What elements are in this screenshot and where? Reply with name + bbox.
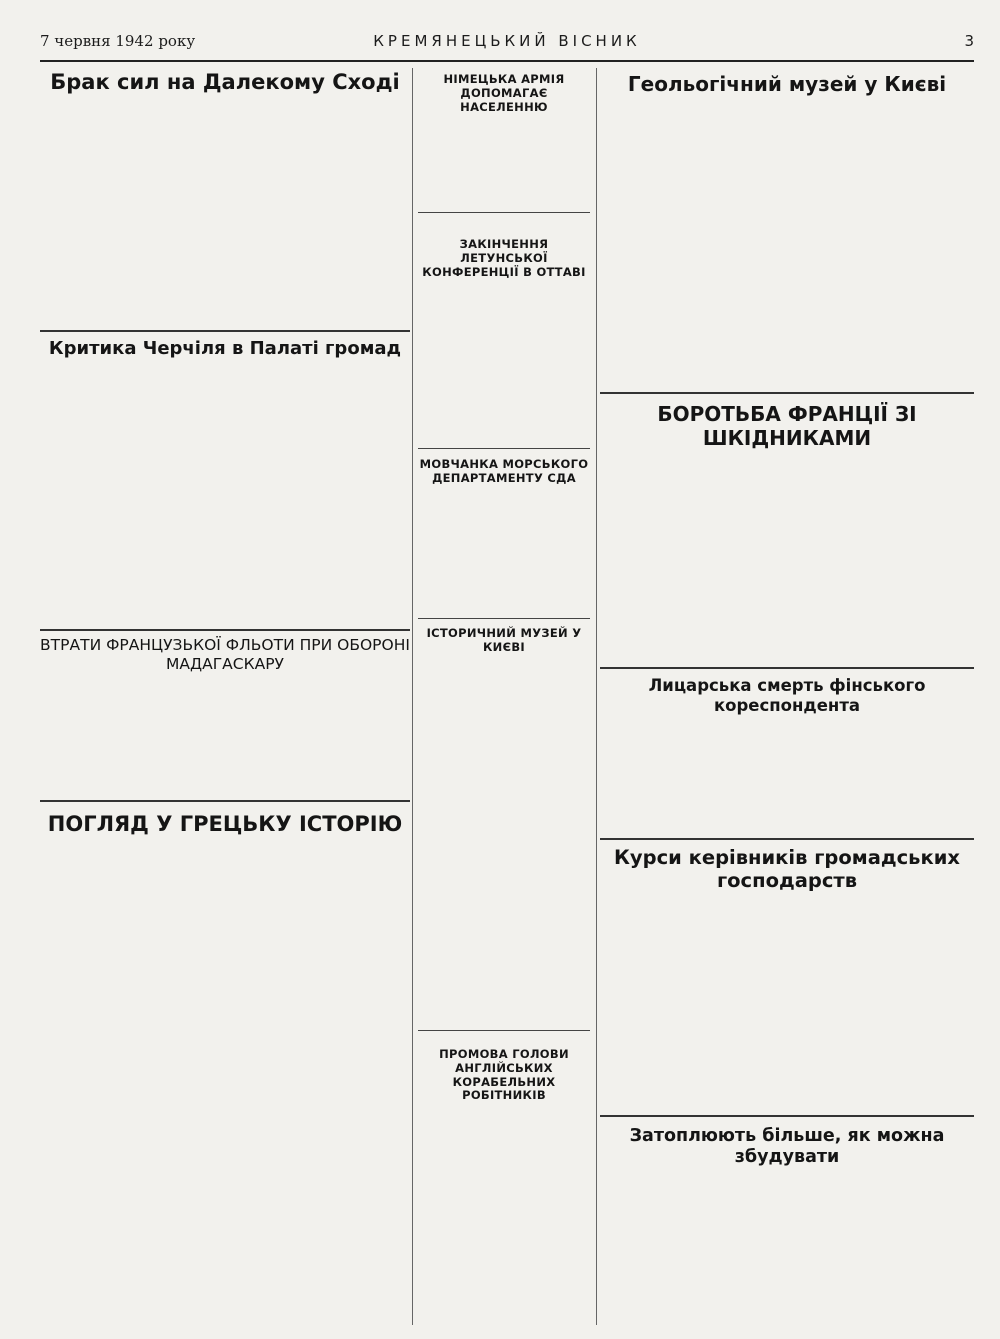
section-divider xyxy=(600,392,974,394)
headline-finnish-correspondent: Лицарська смерть фінського кореспондента xyxy=(648,676,926,715)
headline-churchill: Критика Черчіля в Палаті громад xyxy=(48,338,402,359)
issue-date: 7 червня 1942 року xyxy=(40,32,196,50)
headline-greek-history: ПОГЛЯД У ГРЕЦЬКУ ІСТОРІЮ xyxy=(47,812,403,836)
section-divider xyxy=(40,800,410,802)
section-divider xyxy=(40,629,410,631)
headline-far-east: Брак сил на Далекому Сході xyxy=(50,70,400,94)
section-divider xyxy=(418,212,590,213)
page-number: 3 xyxy=(964,32,974,50)
section-divider xyxy=(600,838,974,840)
section-divider xyxy=(600,1115,974,1117)
section-divider xyxy=(418,448,590,449)
headline-courses: Курси керівників громадських господарств xyxy=(613,846,960,893)
headline-france-pests: БОРОТЬБА ФРАНЦІЇ ЗІ ШКІДНИКАМИ xyxy=(657,402,917,450)
headline-history-museum: ІСТОРИЧНИЙ МУЗЕЙ У КИЄВІ xyxy=(426,626,582,654)
headline-shipworkers: ПРОМОВА ГОЛОВИ АНГЛІЙСЬКИХ КОРАБЕЛЬНИХ РОБІТНИКІВ xyxy=(439,1047,569,1103)
masthead xyxy=(40,30,974,56)
section-divider xyxy=(600,667,974,669)
headline-madagascar: ВТРАТИ ФРАНЦУЗЬКОЇ ФЛЬОТИ ПРИ ОБОРОНІ МАДАГАСКАРУ xyxy=(40,636,410,673)
headline-german-army: НІМЕЦЬКА АРМІЯ ДОПОМАГАЄ НАСЕЛЕННЮ xyxy=(443,72,565,114)
headline-ottawa: ЗАКІНЧЕННЯ ЛЕТУНСЬКОЇ КОНФЕРЕНЦІЇ В ОТТАВІ xyxy=(422,237,586,279)
masthead-rule xyxy=(40,60,974,62)
section-divider xyxy=(418,1030,590,1031)
column-divider xyxy=(596,68,597,1325)
paper-title: КРЕМЯНЕЦЬКИЙ ВІСНИК xyxy=(373,32,641,50)
column-divider xyxy=(412,68,413,1325)
section-divider xyxy=(40,330,410,332)
headline-geology-museum: Геольогічний музей у Києві xyxy=(627,72,947,96)
section-divider xyxy=(418,618,590,619)
headline-navy-silence: МОВЧАНКА МОРСЬКОГО ДЕПАРТАМЕНТУ СДА xyxy=(419,457,589,485)
headline-sinking: Затоплюють більше, як можна збудувати xyxy=(629,1126,945,1167)
